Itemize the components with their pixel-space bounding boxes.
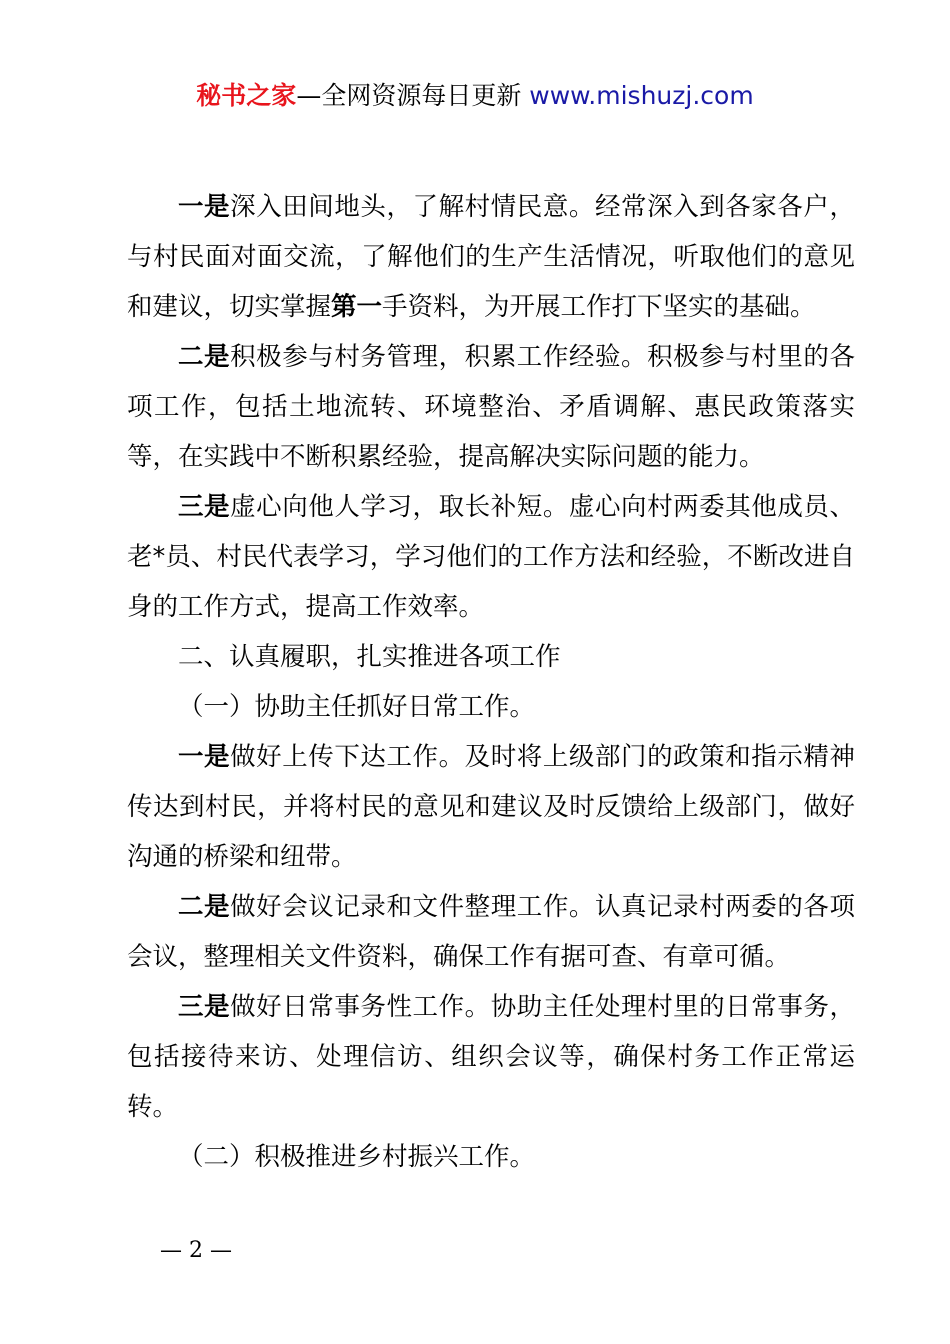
section-heading-text: 二、认真履职，扎实推进各项工作 (178, 642, 561, 672)
subsection-heading-2 (127, 1132, 855, 1182)
paragraph-lead: 三是 (178, 992, 231, 1022)
brand-name: 秘书之家 (196, 81, 297, 110)
paragraph-lead: 一是 (178, 192, 231, 222)
site-url-link[interactable]: www.mishuzj.com (529, 81, 754, 110)
paragraph-emphasis: 第一 (331, 292, 383, 322)
paragraph-text: 虚心向他人学习，取长补短。虚心向村两委其他成员、老*员、村民代表学习，学习他们的工作方法和经验，不断改进自身的工作方式，提高工作效率。 (127, 492, 855, 622)
section-heading (127, 632, 855, 682)
page-number: — 2 — (160, 1238, 232, 1263)
paragraph-text: 深入田间地头，了解村情民意。经常深入到各家各户，与村民面对面交流，了解他们的生产生活情况，听取他们的意见和建议，切实掌握 (127, 192, 855, 322)
paragraph-lead: 三是 (178, 492, 231, 522)
paragraph-text: 积极参与村务管理，积累工作经验。积极参与村里的各项工作，包括土地流转、环境整治、矛盾调解、惠民政策落实等，在实践中不断积累经验，提高解决实际问题的能力。 (127, 342, 855, 472)
paragraph-2 (127, 332, 855, 482)
paragraph-lead: 二是 (178, 892, 231, 922)
paragraph-text: 做好日常事务性工作。协助主任处理村里的日常事务，包括接待来访、处理信访、组织会议等，确保村务工作正常运转。 (127, 992, 855, 1122)
paragraph-3 (127, 482, 855, 632)
paragraph-5 (127, 882, 855, 982)
paragraph-text: 手资料，为开展工作打下坚实的基础。 (382, 292, 816, 322)
paragraph-4 (127, 732, 855, 882)
document-body (127, 182, 855, 1182)
paragraph-text: 做好会议记录和文件整理工作。认真记录村两委的各项会议，整理相关文件资料，确保工作有据可查、有章可循。 (127, 892, 855, 972)
paragraph-lead: 二是 (178, 342, 231, 372)
paragraph-6 (127, 982, 855, 1132)
header-tagline: —全网资源每日更新 (296, 81, 530, 110)
site-header (0, 78, 950, 114)
subsection-heading-text: （一）协助主任抓好日常工作。 (178, 692, 536, 722)
subsection-heading-text: （二）积极推进乡村振兴工作。 (178, 1142, 536, 1172)
paragraph-1 (127, 182, 855, 332)
paragraph-lead: 一是 (178, 742, 231, 772)
subsection-heading-1 (127, 682, 855, 732)
paragraph-text: 做好上传下达工作。及时将上级部门的政策和指示精神传达到村民，并将村民的意见和建议及时反馈给上级部门，做好沟通的桥梁和纽带。 (127, 742, 855, 872)
